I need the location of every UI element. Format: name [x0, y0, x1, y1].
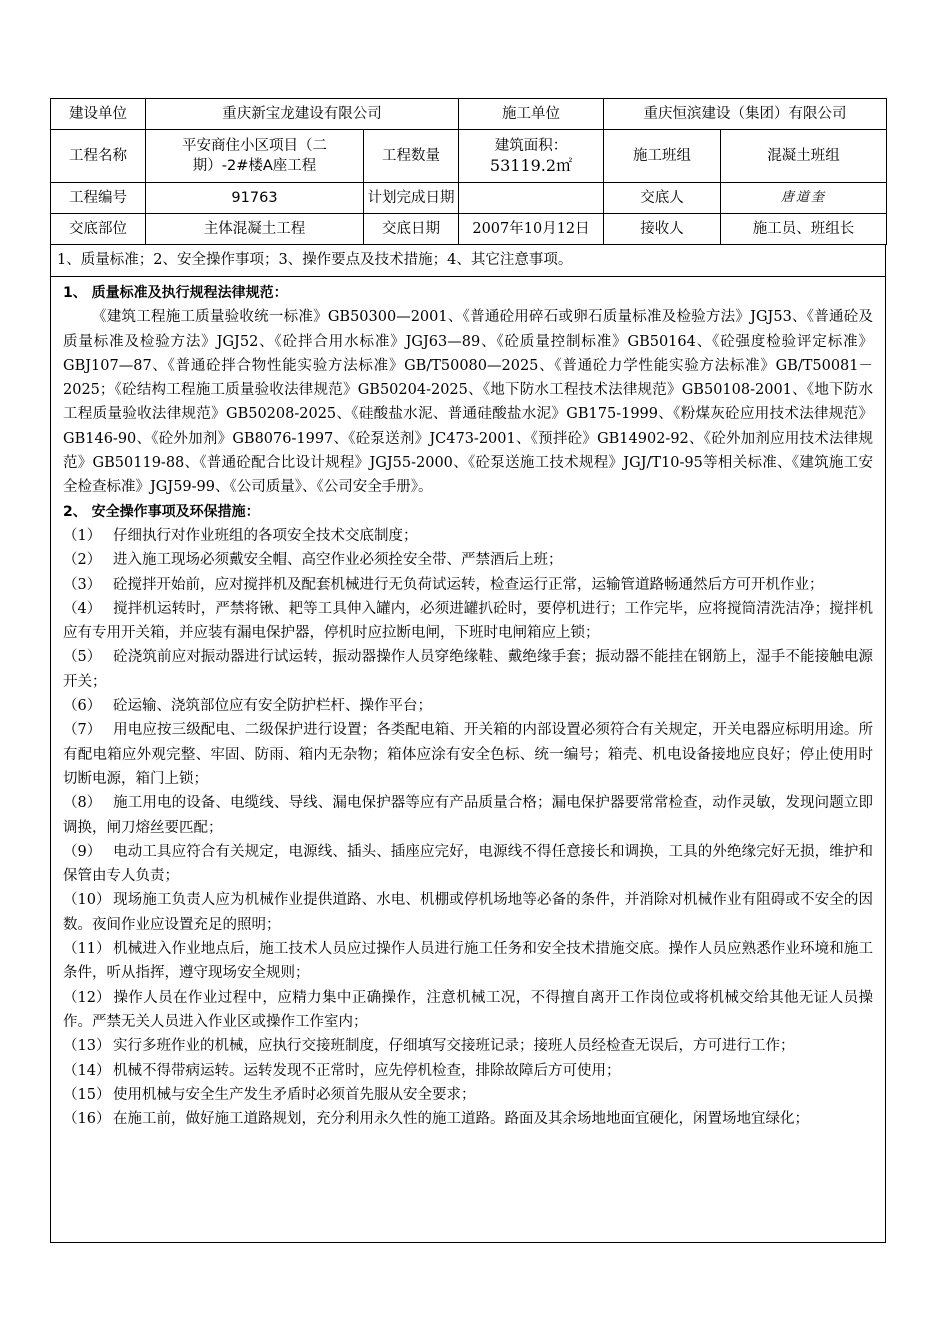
area-label: 建筑面积：: [494, 138, 568, 154]
list-item-number: （1）: [63, 527, 102, 544]
label-plan-date: 计划完成日期: [364, 183, 459, 214]
value-disclosure-date: 2007年10月12日: [459, 214, 604, 245]
disclosure-sheet: [50, 98, 886, 1243]
list-item-text: 机械不得带病运转。运转发现不正常时，应先停机检查，排除故障后方可使用；: [113, 1062, 621, 1079]
list-item-number: （10）: [63, 892, 111, 909]
list-item: [63, 573, 873, 597]
value-construct-unit: 重庆恒滨建设（集团）有限公司: [604, 99, 887, 130]
section1-title: 1、 质量标准及执行规程法律规范：: [63, 285, 288, 301]
label-discloser: 交底人: [604, 183, 721, 214]
label-team: 施工班组: [604, 130, 721, 183]
list-item-text: 实行多班作业的机械，应执行交接班制度，仔细填写交接班记录；接班人员经检查无误后，方可进行工作；: [113, 1038, 795, 1055]
label-quantity: 工程数量: [364, 130, 459, 183]
list-item: [63, 1034, 873, 1058]
content-body: [51, 277, 885, 1242]
value-build-unit: 重庆新宝龙建设有限公司: [146, 99, 459, 130]
value-quantity: [459, 130, 604, 183]
value-receiver: 施工员、班组长: [721, 214, 887, 245]
list-item: [63, 986, 873, 1035]
list-item-number: （11）: [63, 941, 111, 958]
list-item-text: 使用机械与安全生产发生矛盾时必须首先服从安全要求；: [113, 1086, 476, 1103]
list-item-text: 施工用电的设备、电缆线、导线、漏电保护器等应有产品质量合格；漏电保护器要常常检查，动作灵敏，发现问题立即调换，闸刀熔丝要匹配；: [63, 795, 873, 836]
label-project-name: 工程名称: [51, 130, 146, 183]
list-item: [63, 937, 873, 986]
value-team: 混凝土班组: [721, 130, 887, 183]
content-box: [50, 245, 886, 1243]
list-item-number: （14）: [63, 1062, 111, 1079]
value-plan-date: [459, 183, 604, 214]
list-item: [63, 1083, 873, 1107]
list-item-number: （8）: [63, 795, 102, 812]
list-item-text: 仔细执行对作业班组的各项安全技术交底制度；: [113, 527, 418, 544]
list-item-text: 砼运输、浇筑部位应有安全防护栏杆、操作平台；: [113, 698, 432, 715]
list-item: [63, 694, 873, 718]
list-item-number: （6）: [63, 698, 102, 715]
list-item-text: 搅拌机运转时，严禁将锹、耙等工具伸入罐内，必须进罐扒砼时，要停机进行；工作完毕，应将搅筒清洗洁净；搅拌机应有专用开关箱，并应装有漏电保护器，停机时应拉断电闸，下班时电闸箱应上锁；: [63, 600, 873, 642]
list-item: [63, 524, 873, 548]
list-item-number: （12）: [63, 989, 111, 1006]
list-item-text: 砼浇筑前应对振动器进行试运转，振动器操作人员穿绝缘鞋、戴绝缘手套；振动器不能挂在钢筋上，湿手不能接触电源开关；: [63, 649, 873, 690]
label-disclosure-part: 交底部位: [51, 214, 146, 245]
list-item-text: 电动工具应符合有关规定，电源线、插头、插座应完好，电源线不得任意接长和调换，工具的外绝缘完好无损，维护和保管由专人负责；: [63, 843, 873, 885]
label-disclosure-date: 交底日期: [364, 214, 459, 245]
list-item: [63, 888, 873, 937]
label-project-number: 工程编号: [51, 183, 146, 214]
list-item-text: 进入施工现场必须戴安全帽、高空作业必须拴安全带、严禁酒后上班；: [113, 552, 563, 569]
list-item-text: 用电应按三级配电、二级保护进行设置；各类配电箱、开关箱的内部设置必须符合有关规定，开关电器应标明用途。所有配电箱应外观完整、牢固、防雨、箱内无杂物；箱体应涂有安全色标、统一编号；箱壳、机电设备接地应良好；停止使用时切断电源，箱门上锁；: [63, 722, 873, 787]
list-item: [63, 1107, 873, 1131]
label-receiver: 接收人: [604, 214, 721, 245]
list-item-text: 在施工前，做好施工道路规划，充分利用永久性的施工道路。路面及其余场地地面宜硬化，闲置场地宜绿化；: [113, 1111, 809, 1128]
list-item-text: 操作人员在作业过程中，应精力集中正确操作，注意机械工况，不得擅自离开工作岗位或将机械交给其他无证人员操作。严禁无关人员进入作业区或操作工作室内；: [63, 989, 873, 1030]
list-item-number: （3）: [63, 576, 102, 593]
summary-line: 1、质量标准；2、安全操作事项；3、操作要点及技术措施；4、其它注意事项。: [51, 245, 885, 277]
list-item-number: （13）: [63, 1038, 111, 1055]
header-table: [50, 98, 887, 245]
list-item: [63, 840, 873, 889]
list-item-number: （2）: [63, 552, 102, 569]
list-item: [63, 597, 873, 646]
value-project-number: 91763: [146, 183, 364, 214]
list-item-number: （16）: [63, 1111, 111, 1128]
list-item-number: （5）: [63, 649, 102, 666]
label-build-unit: 建设单位: [51, 99, 146, 130]
list-item: [63, 1059, 873, 1083]
list-item: [63, 791, 873, 840]
list-item-number: （15）: [63, 1086, 111, 1103]
list-item: [63, 548, 873, 572]
list-item-text: 机械进入作业地点后，施工技术人员应过操作人员进行施工任务和安全技术措施交底。操作人员应熟悉作业环境和施工条件，听从指挥，遵守现场安全规则；: [63, 941, 873, 982]
section2-title: 2、 安全操作事项及环保措施：: [63, 503, 260, 520]
label-construct-unit: 施工单位: [459, 99, 604, 130]
safety-item-list: [63, 524, 873, 1131]
list-item-text: 现场施工负责人应为机械作业提供道路、水电、机棚或停机场地等必备的条件，并消除对机械作业有阻碍或不安全的因数。夜间作业应设置充足的照明；: [63, 892, 873, 933]
list-item-number: （4）: [63, 600, 102, 617]
list-item-text: 砼搅拌开始前，应对搅拌机及配套机械进行无负荷试运转，检查运行正常，运输管道路畅通然后方可开机作业；: [113, 576, 824, 593]
area-value: 53119.2㎡: [489, 156, 573, 175]
list-item-number: （7）: [63, 722, 102, 739]
value-disclosure-part: 主体混凝土工程: [146, 214, 364, 245]
list-item: [63, 645, 873, 694]
value-discloser-signature: 唐道奎: [721, 183, 887, 214]
list-item: [63, 718, 873, 791]
list-item-number: （9）: [63, 843, 102, 860]
value-project-name: 平安商住小区项目（二期）-2#楼A座工程: [146, 130, 364, 183]
section1-text: 《建筑工程施工质量验收统一标准》GB50300—2001、《普通砼用碎石或卵石质量标准及检验方法》JGJ53、《普通砼及质量标准及检验方法》JGJ52、《砼拌合用水标准》JGJ63—89、《砼质量控制标准》GB50164、《砼强度检验评定标准》GBJ107—87、《普通砼拌合物性能实验方法标准》GB/T50080—2025、《普通砼力学性能实验方法标准》GB/T50081－2025；《砼结构工程施工质量验收法律规范》GB50204-2025、《地下防水工程技术法律规范》GB50108-2001、《地下防水工程质量验收法律规范》GB50208-2025、《硅酸盐水泥、普通硅酸盐水泥》GB175-1999、《粉煤灰砼应用技术法律规范》GB146-90、《砼外加剂》GB8076-1997、《砼泵送剂》JC473-2001、《预拌砼》GB14902-92、《砼外加剂应用技术法律规范》GB50119-88、《普通砼配合比设计规程》JGJ55-2000、《砼泵送施工技术规程》JGJ/T10-95等相关标准、《建筑施工安全检查标准》JGJ59-99、《公司质量》、《公司安全手册》。: [63, 309, 873, 496]
